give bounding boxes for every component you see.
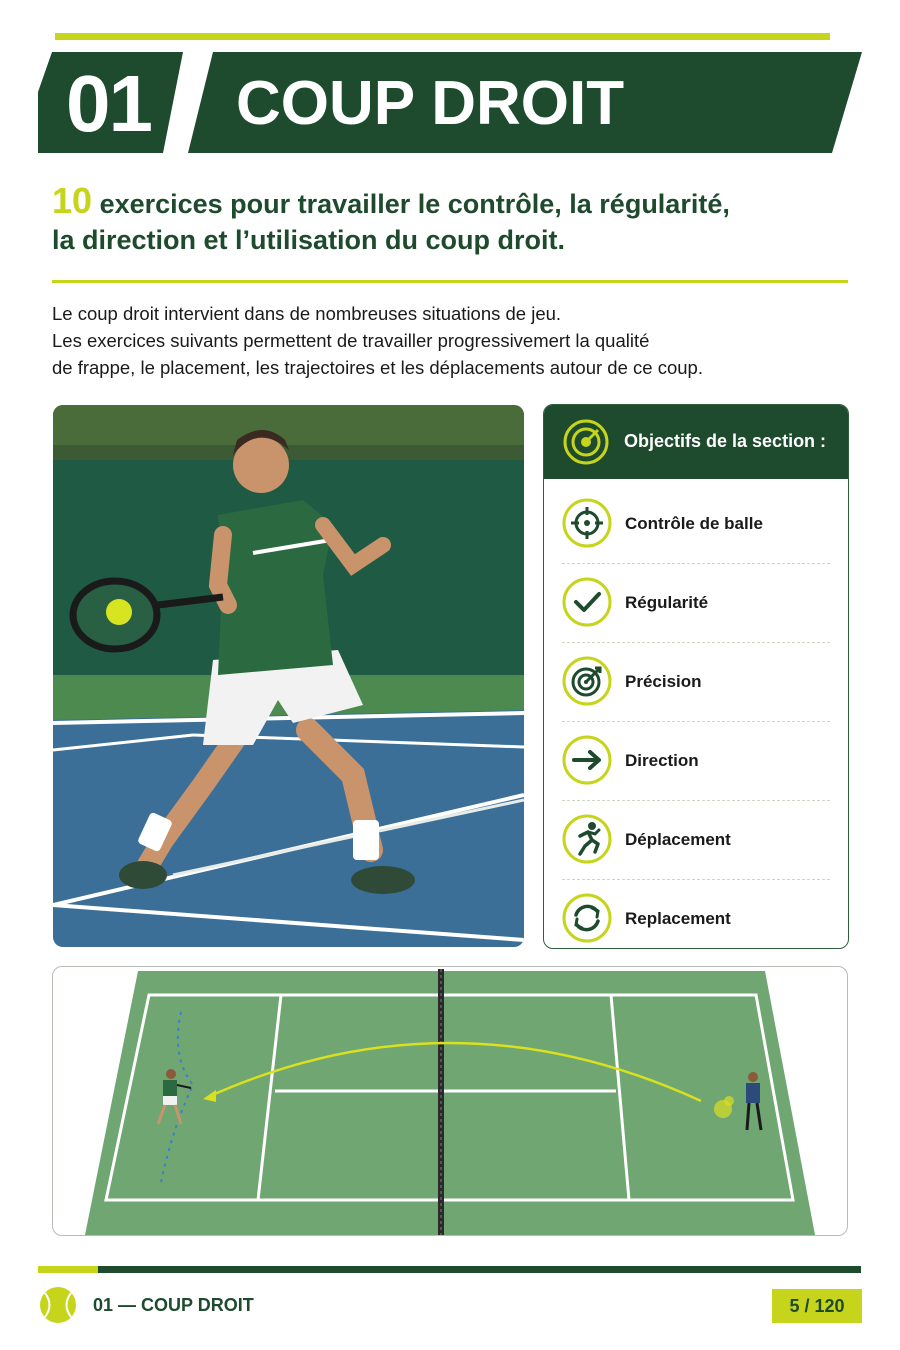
objectives-title: Objectifs de la section : [624,431,827,451]
runner-icon [562,814,612,864]
intro-line-3: de frappe, le placement, les trajectoires et les déplacements autour de ce coup. [52,357,703,378]
footer-section-label: 01 — COUP DROIT [93,1295,254,1315]
objective-item [562,485,830,564]
refresh-icon [562,893,612,943]
objective-label: Replacement [625,909,731,928]
tennis-ball-icon [39,1286,77,1324]
intro-line-2: Les exercices suivants permettent de travailler progressivemert la qualité [52,330,650,351]
footer-rule-accent [38,1266,98,1273]
objective-label: Contrôle de balle [625,514,763,533]
subtitle-line-1: exercices pour travailler le contrôle, la régularité, [99,189,730,219]
objective-label: Précision [625,672,702,691]
arrow-right-icon [562,735,612,785]
objective-item [562,880,830,949]
intro-line-1: Le coup droit intervient dans de nombreuses situations de jeu. [52,303,562,324]
subtitle-line-2: la direction et l’utilisation du coup droit. [52,225,566,255]
objectives-card [543,404,849,949]
intro-paragraph [52,300,852,381]
divider [52,280,848,283]
page-number-badge: 5 / 120 [772,1289,862,1323]
objective-label: Déplacement [625,830,731,849]
objective-item [562,801,830,880]
chapter-number: 01 [66,59,151,148]
footer-rule [38,1266,861,1273]
target-arrow-icon [562,656,612,706]
top-accent-rule [55,33,830,40]
chapter-title: COUP DROIT [236,69,625,138]
objective-item [562,643,830,722]
player-forehand-photo [53,405,524,947]
objective-item [562,722,830,801]
section-subtitle [52,180,852,258]
crosshair-icon [562,498,612,548]
check-icon [562,577,612,627]
objective-label: Direction [625,751,699,770]
exercise-count: 10 [52,180,93,221]
target-icon [562,418,610,466]
objective-label: Régularité [625,593,709,612]
court-diagram [52,966,848,1236]
objective-item [562,564,830,643]
objectives-header [544,405,848,479]
